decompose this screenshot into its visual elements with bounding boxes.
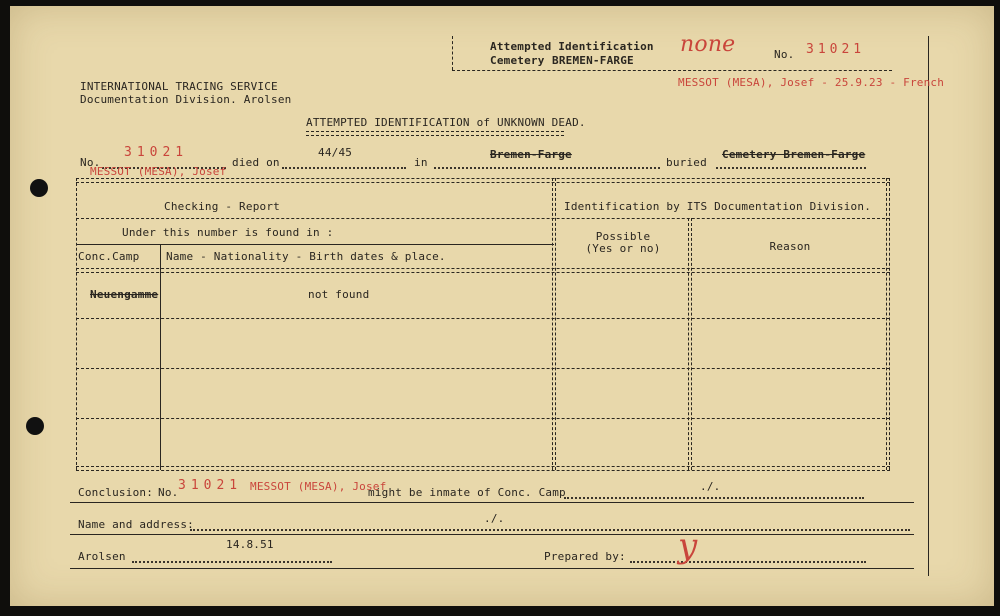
- footer-place: Arolsen: [78, 550, 126, 563]
- title-underline: [306, 131, 564, 136]
- conclusion-value: ./.: [700, 480, 721, 493]
- died-on-label: died on: [232, 156, 280, 169]
- header-box-line1: Attempted Identification: [490, 40, 654, 53]
- conclusion-name: MESSOT (MESA), Josef: [250, 480, 387, 493]
- sub-header: Under this number is found in :: [122, 226, 334, 239]
- signature: y: [678, 526, 698, 566]
- conclusion-label: Conclusion:: [78, 486, 154, 499]
- checking-table: [76, 178, 890, 472]
- left-header: Checking - Report: [164, 200, 280, 213]
- table-row-details: not found: [308, 288, 370, 301]
- conclusion-no-value: 31021: [178, 478, 243, 493]
- header-no-label: No.: [774, 48, 795, 61]
- record-no-label: No.: [80, 156, 101, 169]
- prepared-by-label: Prepared by:: [544, 550, 626, 563]
- name-address-value: ./.: [484, 512, 505, 525]
- record-name: MESSOT (MESA), Josef: [90, 165, 227, 178]
- buried-label: buried: [666, 156, 707, 169]
- name-address-label: Name and address:: [78, 518, 194, 531]
- right-header: Identification by ITS Documentation Division.: [564, 200, 872, 213]
- identification-card: [10, 6, 994, 606]
- footer-date: 14.8.51: [226, 538, 274, 551]
- header-box-line2-b: BREMEN-FARGE: [552, 54, 634, 67]
- conclusion-text: might be inmate of Conc. Camp: [368, 486, 566, 499]
- col-name-header: Name - Nationality - Birth dates & place.: [166, 250, 446, 263]
- header-no-value: 31021: [806, 42, 866, 57]
- record-no-value: 31021: [124, 145, 189, 160]
- col-possible-header-2: (Yes or no): [585, 242, 661, 255]
- col-possible-header-1: Possible: [595, 230, 651, 243]
- in-value: Bremen-Farge: [490, 148, 572, 161]
- in-label: in: [414, 156, 428, 169]
- page-title: ATTEMPTED IDENTIFICATION of UNKNOWN DEAD.: [306, 116, 586, 129]
- col-reason-header: Reason: [769, 240, 811, 253]
- table-row-camp: Neuengamme: [90, 288, 159, 301]
- buried-value: Cemetery Bremen-Farge: [722, 148, 866, 161]
- org-line2: Documentation Division. Arolsen: [80, 93, 292, 106]
- handwritten-note: none: [680, 32, 736, 57]
- punch-hole-bottom: [26, 417, 44, 435]
- card-right-rule: [928, 36, 929, 576]
- header-box-line2-a: Cemetery: [490, 54, 545, 67]
- died-on-value: 44/45: [318, 146, 353, 159]
- header-box: [452, 32, 900, 76]
- header-name-line: MESSOT (MESA), Josef - 25.9.23 - French: [678, 76, 945, 89]
- col-camp-header: Conc.Camp: [78, 250, 140, 263]
- org-line1: INTERNATIONAL TRACING SERVICE: [80, 80, 278, 93]
- punch-hole-top: [30, 179, 48, 197]
- conclusion-no-label: No.: [158, 486, 179, 499]
